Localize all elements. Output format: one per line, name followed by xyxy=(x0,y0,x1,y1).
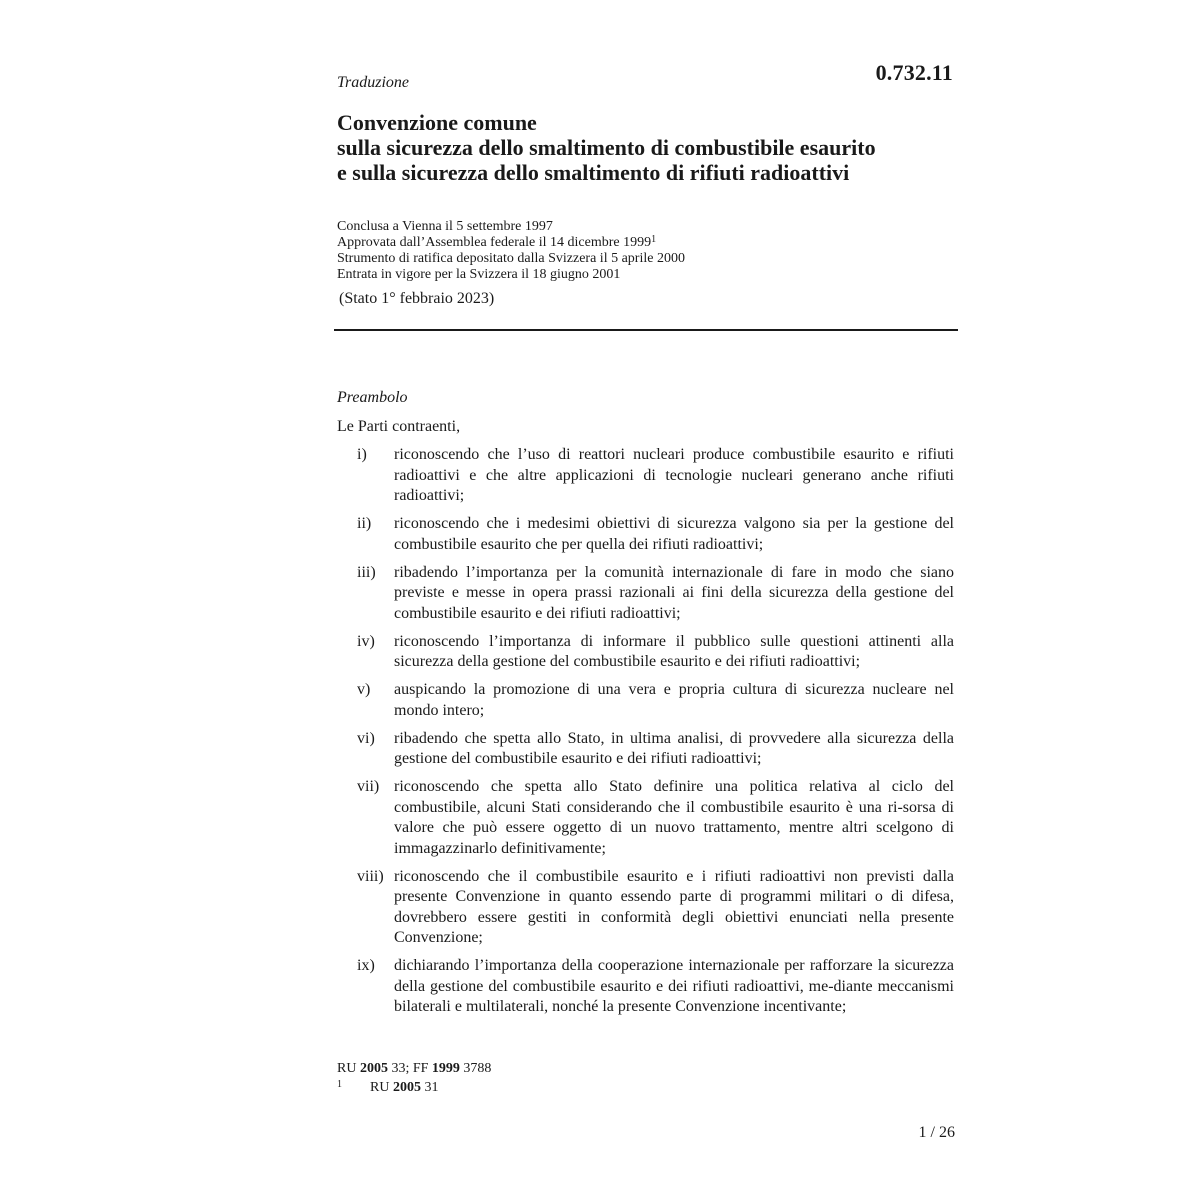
ff-rest: 3788 xyxy=(459,1061,492,1076)
item-text: riconoscendo che l’uso di reattori nucleari produce combustibile esaurito e rifiuti radioattivi e che altre applicazioni di tecnologie nucleari generano anche rifiuti radioattivi; xyxy=(394,446,954,504)
source-reference xyxy=(337,1059,491,1078)
item-text: dichiarando l’importanza della cooperazione internazionale per rafforzare la sicurezza della gestione del combustibile esaurito e dei rifiuti radioattivi, me-diante meccanismi bilaterali e multilaterali, nonché la presente Convenzione incentivante; xyxy=(394,957,954,1015)
title-line-2: sulla sicurezza dello smaltimento di combustibile esaurito xyxy=(337,135,876,160)
item-text: ribadendo l’importanza per la comunità internazionale di fare in modo che siano previste e messe in opera prassi razionali ai fini della sicurezza della gestione del combustibile esaurito e dei rifiuti radioattivi; xyxy=(394,563,954,622)
preamble-list xyxy=(357,445,954,1025)
preamble-item xyxy=(357,777,954,859)
meta-approved: Approvata dall’Assemblea federale il 14 dicembre 1999 xyxy=(337,235,652,250)
preamble-item xyxy=(357,445,954,507)
item-text: riconoscendo che il combustibile esaurito e i rifiuti radioattivi non previsti dalla presente Convenzione in quanto essendo parte di programmi militari o di difesa, dovrebbero essere gestiti in conformità degli obiettivi enunciati nella presente Convenzione; xyxy=(394,867,954,946)
preamble-item xyxy=(357,632,954,673)
document-metadata xyxy=(337,219,685,283)
ru-label: RU xyxy=(337,1061,360,1076)
preamble-item xyxy=(357,514,954,555)
item-number: iv) xyxy=(357,632,375,650)
footnote-year: 2005 xyxy=(392,1080,421,1095)
ff-year: 1999 xyxy=(431,1061,460,1076)
preamble-item xyxy=(357,680,954,721)
preamble-item xyxy=(357,956,954,1018)
item-number: i) xyxy=(357,446,367,463)
item-number: ix) xyxy=(357,957,375,974)
title-line-1: Convenzione comune xyxy=(337,110,537,135)
item-number: iii) xyxy=(357,563,376,581)
item-number: vii) xyxy=(357,778,380,795)
page-number: 1 / 26 xyxy=(918,1124,955,1141)
preamble-item xyxy=(357,563,954,625)
preamble-intro: Le Parti contraenti, xyxy=(337,418,461,435)
footnote-prefix: RU xyxy=(370,1080,393,1095)
document-page xyxy=(337,0,957,1200)
translation-label: Traduzione xyxy=(337,74,410,91)
item-number: vi) xyxy=(357,729,375,747)
meta-ratification: Strumento di ratifica depositato dalla Svizzera il 5 aprile 2000 xyxy=(337,251,685,266)
footnotes xyxy=(337,1059,491,1097)
item-number: ii) xyxy=(357,515,372,532)
item-text: riconoscendo che spetta allo Stato definire una politica relativa al ciclo del combustibile, alcuni Stati considerando che il combustibile esaurito è una ri-sorsa di valore che può essere oggetto di un nuovo trattamento, mentre altri scelgono di immagazzinarlo definitivamente; xyxy=(394,778,954,857)
status-date: (Stato 1° febbraio 2023) xyxy=(339,290,495,307)
preamble-item xyxy=(357,867,954,949)
meta-in-force: Entrata in vigore per la Svizzera il 18 giugno 2001 xyxy=(337,267,621,282)
document-title xyxy=(337,110,876,185)
ru-year: 2005 xyxy=(359,1061,388,1076)
footnote-rest: 31 xyxy=(420,1080,439,1095)
title-line-3: e sulla sicurezza dello smaltimento di rifiuti radioattivi xyxy=(337,160,850,185)
footnote-1: 1 RU 2005 31 xyxy=(337,1079,439,1095)
header-divider xyxy=(334,329,958,331)
item-text: ribadendo che spetta allo Stato, in ultima analisi, di provvedere alla sicurezza della gestione del combustibile esaurito e dei rifiuti radioattivi; xyxy=(394,729,954,767)
meta-concluded: Conclusa a Vienna il 5 settembre 1997 xyxy=(337,219,553,234)
preamble-item xyxy=(357,729,954,770)
meta-approved-line xyxy=(337,235,685,251)
item-number: viii) xyxy=(357,867,384,885)
footnote-reference-1[interactable]: 1 xyxy=(651,234,657,245)
item-text: auspicando la promozione di una vera e propria cultura di sicurezza nucleare nel mondo intero; xyxy=(394,681,954,719)
ru-rest: 33; FF xyxy=(387,1061,432,1076)
preamble-heading: Preambolo xyxy=(337,389,408,406)
item-text: riconoscendo l’importanza di informare il pubblico sulle questioni attinenti alla sicurezza della gestione del combustibile esaurito e dei rifiuti radioattivi; xyxy=(394,632,954,670)
item-text: riconoscendo che i medesimi obiettivi di sicurezza valgono sia per la gestione del combustibile esaurito che per quella dei rifiuti radioattivi; xyxy=(394,515,954,553)
item-number: v) xyxy=(357,681,371,698)
sr-number: 0.732.11 xyxy=(875,60,953,85)
